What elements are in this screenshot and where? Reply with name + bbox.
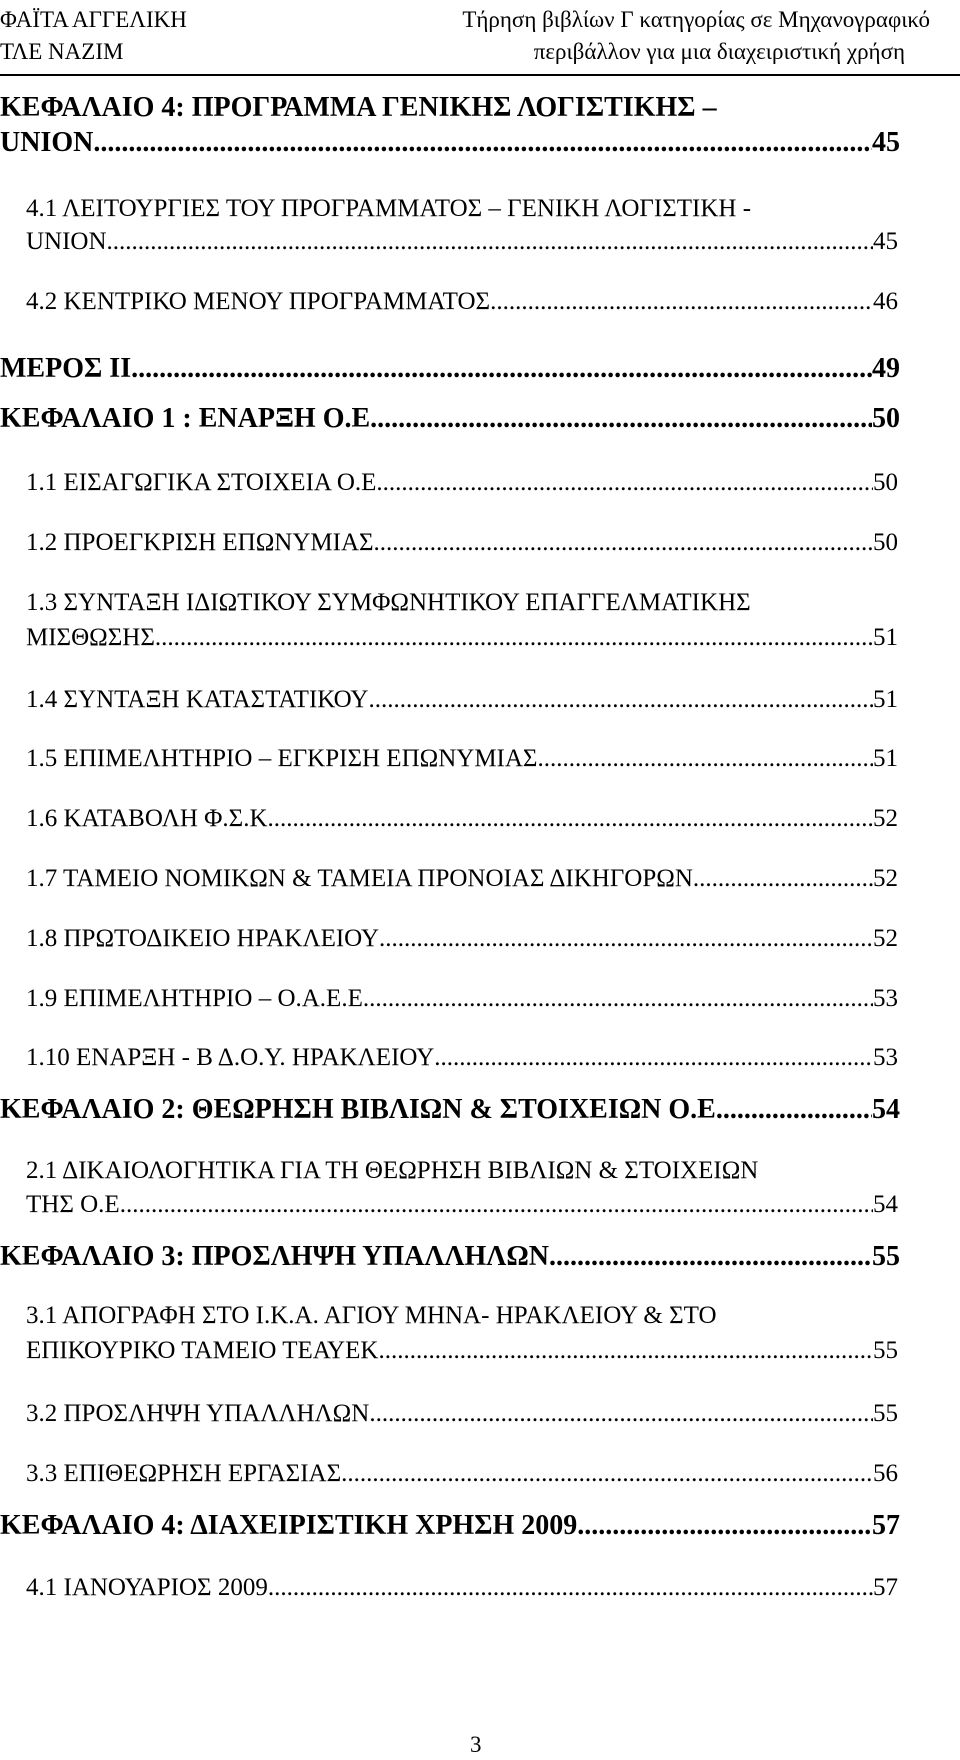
running-header xyxy=(0,0,960,80)
toc-page-number: 51 xyxy=(873,746,898,771)
header-rule xyxy=(0,74,960,76)
dot-leader xyxy=(379,926,873,951)
toc-entry-title: 1.6 ΚΑΤΑΒΟΛΗ Φ.Σ.Κ. xyxy=(26,806,274,831)
toc-entry-title: UNION. xyxy=(0,129,101,157)
dot-leader xyxy=(369,1401,873,1426)
toc-page-number: 52 xyxy=(873,806,898,831)
toc-page-number: 45 xyxy=(873,229,898,254)
toc-page-number: 45 xyxy=(872,129,900,157)
toc-entry-title: 3.3 ΕΠΙΘΕΩΡΗΣΗ ΕΡΓΑΣΙΑΣ xyxy=(26,1461,342,1486)
toc-entry-title: ΚΕΦΑΛΑΙΟ 3: ΠΡΟΣΛΗΨΗ ΥΠΑΛΛΗΛΩΝ xyxy=(0,1243,549,1271)
toc-entry-title: ΜΙΣΘΩΣΗΣ xyxy=(26,625,155,650)
toc-page-number: 53 xyxy=(873,1045,898,1070)
toc-entry-title: UNION xyxy=(26,229,107,254)
toc-page-number: 54 xyxy=(872,1096,900,1124)
dot-leader xyxy=(383,470,873,495)
toc-page-number: 55 xyxy=(873,1338,898,1363)
toc-page-number: 55 xyxy=(872,1243,900,1271)
toc-entry-title-line1: ΚΕΦΑΛΑΙΟ 4: ΠΡΟΓΡΑΜΜΑ ΓΕΝΙΚΗΣ ΛΟΓΙΣΤΙΚΗΣ – xyxy=(0,92,717,123)
dot-leader xyxy=(107,229,873,254)
toc-entry-title: ΚΕΦΑΛΑΙΟ 2: ΘΕΩΡΗΣΗ ΒΙΒΛΙΩΝ & ΣΤΟΙΧΕΙΩΝ Ο.Ε. xyxy=(0,1096,723,1124)
toc-page-number: 50 xyxy=(872,405,900,433)
toc-entry-title: ΤΗΣ Ο.Ε. xyxy=(26,1192,126,1217)
toc-page-number: 55 xyxy=(873,1401,898,1426)
dot-leader xyxy=(537,746,873,771)
dot-leader xyxy=(368,687,873,712)
toc-entry-title: ΜΕΡΟΣ ΙΙ xyxy=(0,355,132,383)
toc-page-number: 52 xyxy=(873,866,898,891)
toc-page-number: 56 xyxy=(873,1461,898,1486)
dot-leader xyxy=(490,289,873,314)
dot-leader xyxy=(131,355,872,383)
dot-leader xyxy=(126,1192,873,1217)
toc-page-number: 51 xyxy=(873,625,898,650)
author-name: ΦΑΪΤΑ ΑΓΓΕΛΙΚΗ xyxy=(0,7,187,32)
toc-entry-title: 3.2 ΠΡΟΣΛΗΨΗ ΥΠΑΛΛΗΛΩΝ xyxy=(26,1401,370,1426)
toc-entry-title-line1: 1.3 ΣΥΝΤΑΞΗ ΙΔΙΩΤΙΚΟΥ ΣΥΜΦΩΝΗΤΙΚΟΥ ΕΠΑΓΓΕΛΜΑΤΙΚΗΣ xyxy=(26,589,751,616)
toc-entry-title-line1: 4.1 ΛΕΙΤΟΥΡΓΙΕΣ ΤΟΥ ΠΡΟΓΡΑΜΜΑΤΟΣ – ΓΕΝΙΚΗ ΛΟΓΙΣΤΙΚΗ - xyxy=(26,195,752,222)
dot-leader xyxy=(723,1096,872,1124)
toc-page-number: 57 xyxy=(873,1575,898,1600)
dot-leader xyxy=(434,1045,873,1070)
dot-leader xyxy=(341,1461,873,1486)
toc-page-number: 51 xyxy=(873,687,898,712)
dot-leader xyxy=(155,625,873,650)
dot-leader xyxy=(274,806,873,831)
toc-entry-title: 1.9 ΕΠΙΜΕΛΗΤΗΡΙΟ – Ο.Α.Ε.Ε. xyxy=(26,986,370,1011)
document-subject-line1: Τήρηση βιβλίων Γ κατηγορίας σε Μηχανογραφικό xyxy=(462,7,930,32)
dot-leader xyxy=(369,986,873,1011)
toc-page-number: 52 xyxy=(873,926,898,951)
toc-entry-title: ΚΕΦΑΛΑΙΟ 1 : ΕΝΑΡΞΗ Ο.Ε. xyxy=(0,405,378,433)
toc-page-number: 50 xyxy=(873,530,898,555)
toc-page-number: 46 xyxy=(873,289,898,314)
page-number: 3 xyxy=(470,1732,482,1757)
toc-page-number: 54 xyxy=(873,1192,898,1217)
dot-leader xyxy=(268,1575,873,1600)
toc-entry-title: 4.2 ΚΕΝΤΡΙΚΟ ΜΕΝΟΥ ΠΡΟΓΡΑΜΜΑΤΟΣ xyxy=(26,289,491,314)
toc-entry-title: 4.1 ΙΑΝΟΥΑΡΙΟΣ 2009 xyxy=(26,1575,268,1600)
toc-page-number: 53 xyxy=(873,986,898,1011)
toc-page-number: 49 xyxy=(872,355,900,383)
dot-leader xyxy=(693,866,873,891)
dot-leader xyxy=(377,405,872,433)
toc-entry-title: 1.2 ΠΡΟΕΓΚΡΙΣΗ ΕΠΩΝΥΜΙΑΣ xyxy=(26,530,374,555)
toc-entry-title: ΕΠΙΚΟΥΡΙΚΟ ΤΑΜΕΙΟ ΤΕΑΥΕΚ xyxy=(26,1338,379,1363)
toc-entry-title: 1.7 ΤΑΜΕΙΟ ΝΟΜΙΚΩΝ & ΤΑΜΕΙΑ ΠΡΟΝΟΙΑΣ ΔΙΚΗΓΟΡΩΝ xyxy=(26,866,693,891)
toc-entry-title-line1: 3.1 ΑΠΟΓΡΑΦΗ ΣΤΟ Ι.Κ.Α. ΑΓΙΟΥ ΜΗΝΑ- ΗΡΑΚΛΕΙΟΥ & ΣΤΟ xyxy=(26,1302,717,1329)
dot-leader xyxy=(100,129,872,157)
dot-leader xyxy=(549,1243,872,1271)
toc-page-number: 50 xyxy=(873,470,898,495)
toc-entry-title: 1.1 ΕΙΣΑΓΩΓΙΚΑ ΣΤΟΙΧΕΙΑ Ο.Ε. xyxy=(26,470,383,495)
toc-entry-title-line1: 2.1 ΔΙΚΑΙΟΛΟΓΗΤΙΚΑ ΓΙΑ ΤΗ ΘΕΩΡΗΣΗ ΒΙΒΛΙΩΝ & ΣΤΟΙΧΕΙΩΝ xyxy=(26,1157,759,1184)
toc-entry-title: 1.8 ΠΡΩΤΟΔΙΚΕΙΟ ΗΡΑΚΛΕΙΟΥ xyxy=(26,926,380,951)
dot-leader xyxy=(378,1338,873,1363)
toc-entry-title: 1.10 ΕΝΑΡΞΗ - Β Δ.Ο.Υ. ΗΡΑΚΛΕΙΟΥ xyxy=(26,1045,435,1070)
dot-leader xyxy=(374,530,873,555)
toc-entry-title: 1.5 ΕΠΙΜΕΛΗΤΗΡΙΟ – ΕΓΚΡΙΣΗ ΕΠΩΝΥΜΙΑΣ xyxy=(26,746,538,771)
toc-entry-title: ΚΕΦΑΛΑΙΟ 4: ΔΙΑΧΕΙΡΙΣΤΙΚΗ ΧΡΗΣΗ 2009 xyxy=(0,1512,578,1540)
toc-entry-title: 1.4 ΣΥΝΤΑΞΗ ΚΑΤΑΣΤΑΤΙΚΟΥ xyxy=(26,687,369,712)
document-subject-line2: περιβάλλον για μια διαχειριστική χρήση xyxy=(533,39,905,64)
toc-page-number: 57 xyxy=(872,1512,900,1540)
author-department: ΤΛΕ NAZIM xyxy=(0,39,124,64)
dot-leader xyxy=(577,1512,872,1540)
